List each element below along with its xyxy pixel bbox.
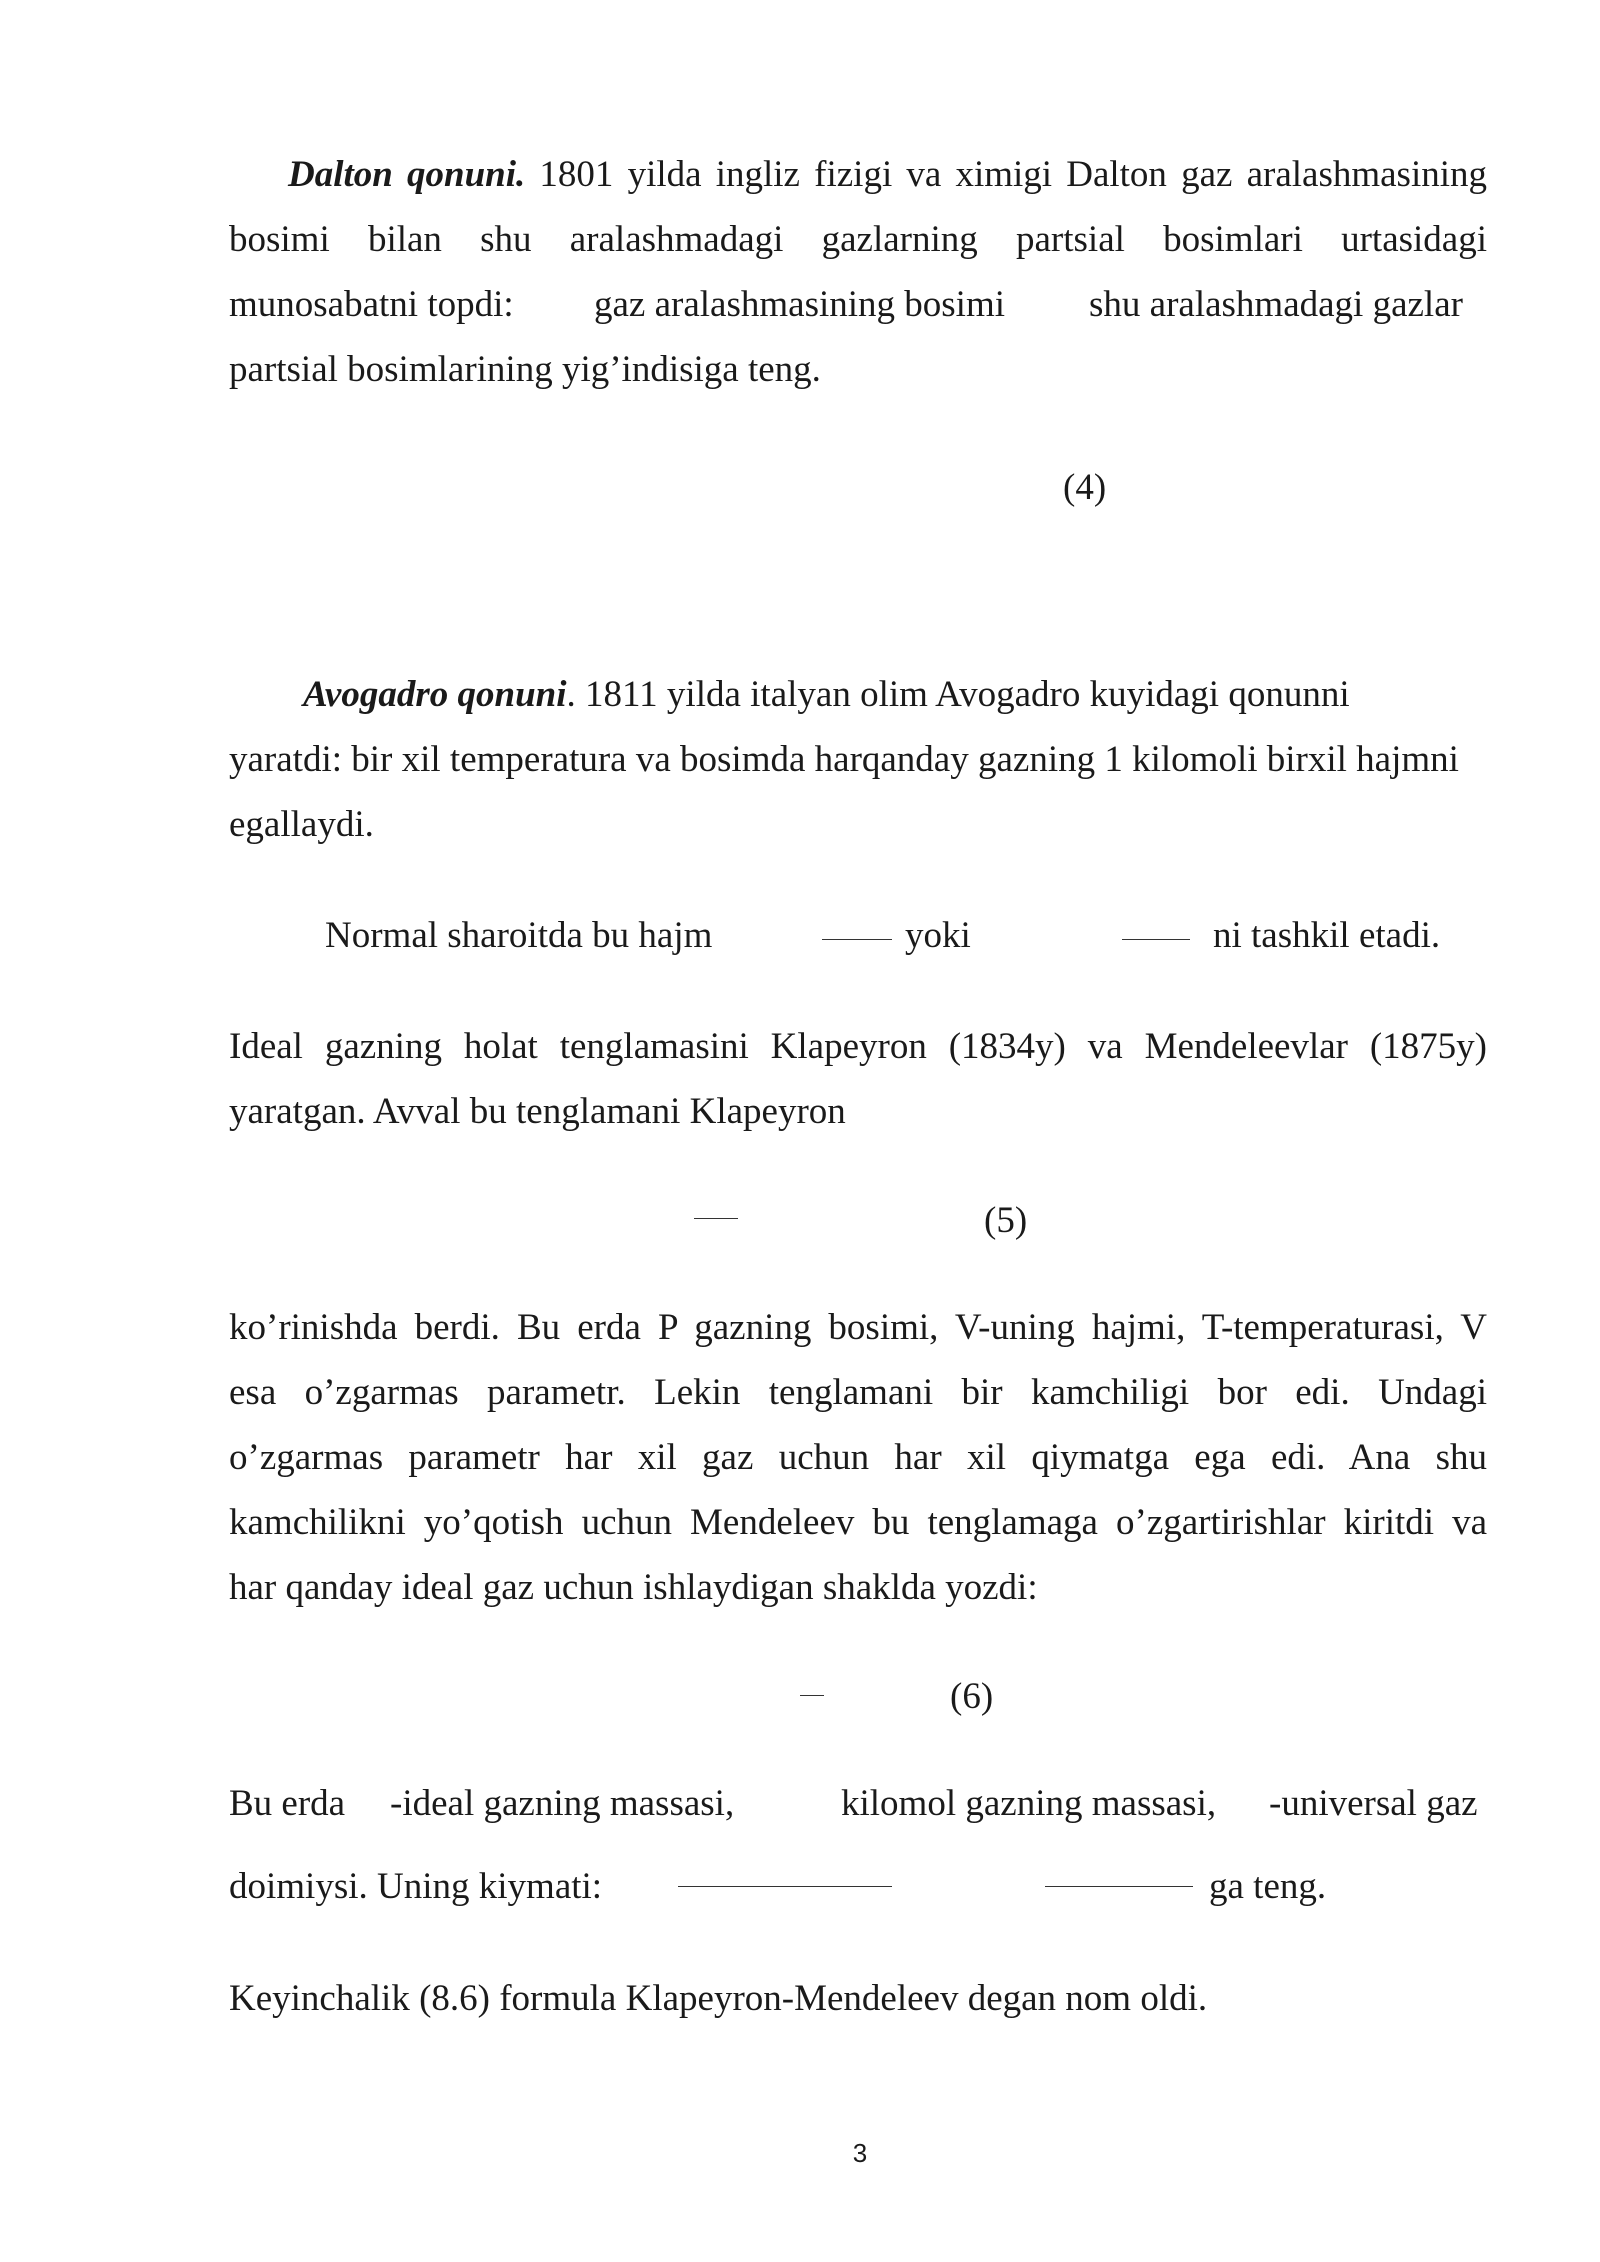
dalton-line-1-text: 1801 yilda ingliz fizigi va ximigi Dalton gaz aralashmasining bbox=[525, 154, 1488, 195]
korinish-line-5: har qanday ideal gaz uchun ishlaydigan shaklda yozdi: bbox=[229, 1567, 1038, 1608]
dalton-line-3b: gaz aralashmasining bosimi bbox=[594, 284, 1006, 325]
korinish-line-1: ko’rinishda berdi. Bu erda P gazning bosimi, V-uning hajmi, T-temperaturasi, V bbox=[229, 1307, 1487, 1348]
normal-conditions-text-a: Normal sharoitda bu hajm bbox=[325, 915, 713, 956]
dalton-line-4: partsial bosimlarining yig’indisiga teng. bbox=[229, 349, 821, 390]
korinish-line-4: kamchilikni yo’qotish uchun Mendeleev bu tenglamaga o’zgartirishlar kiritdi va bbox=[229, 1502, 1487, 1543]
bu-erda-part-1: Bu erda bbox=[229, 1783, 346, 1824]
fraction-bar bbox=[822, 939, 892, 940]
dalton-line-3c: shu aralashmadagi gazlar bbox=[1089, 284, 1463, 325]
equation-number-5: (5) bbox=[984, 1200, 1028, 1241]
bu-erda-part-3: kilomol gazning massasi, bbox=[841, 1783, 1217, 1824]
dalton-line-1 bbox=[288, 153, 1487, 197]
bu-erda-part-4: -universal gaz bbox=[1269, 1783, 1478, 1824]
fraction-bar bbox=[1045, 1886, 1193, 1887]
korinish-line-2: esa o’zgarmas parametr. Lekin tenglamani bir kamchiligi bor edi. Undagi bbox=[229, 1372, 1487, 1413]
fraction-bar bbox=[800, 1695, 824, 1696]
bu-erda-line-2b: ga teng. bbox=[1209, 1866, 1327, 1907]
bu-erda-part-2: -ideal gazning massasi, bbox=[390, 1783, 735, 1824]
bu-erda-line-2a: doimiysi. Uning kiymati: bbox=[229, 1866, 603, 1907]
korinish-line-3: o’zgarmas parametr har xil gaz uchun har xil qiymatga ega edi. Ana shu bbox=[229, 1437, 1487, 1478]
keyinchalik-line: Keyinchalik (8.6) formula Klapeyron-Mendeleev degan nom oldi. bbox=[229, 1978, 1208, 2019]
ideal-line-2: yaratgan. Avval bu tenglamani Klapeyron bbox=[229, 1091, 846, 1132]
avogadro-line-1 bbox=[303, 673, 1350, 717]
ideal-line-1: Ideal gazning holat tenglamasini Klapeyron (1834y) va Mendeleevlar (1875y) bbox=[229, 1026, 1487, 1067]
equation-number-6: (6) bbox=[950, 1676, 994, 1717]
dalton-title: Dalton qonuni. bbox=[288, 154, 526, 195]
equation-number-4: (4) bbox=[1063, 467, 1107, 508]
avogadro-line-2: yaratdi: bir xil temperatura va bosimda harqanday gazning 1 kilomoli birxil hajmni bbox=[229, 739, 1459, 780]
dalton-line-3a: munosabatni topdi: bbox=[229, 284, 514, 325]
normal-conditions-text-b: yoki bbox=[905, 915, 971, 956]
dalton-line-2: bosimi bilan shu aralashmadagi gazlarning partsial bosimlari urtasidagi bbox=[229, 219, 1487, 260]
fraction-bar bbox=[678, 1886, 892, 1887]
fraction-bar bbox=[1122, 939, 1190, 940]
normal-conditions-text-c: ni tashkil etadi. bbox=[1213, 915, 1441, 956]
fraction-bar bbox=[694, 1218, 738, 1219]
avogadro-line-1-text: . 1811 yilda italyan olim Avogadro kuyidagi qonunni bbox=[566, 674, 1350, 715]
page-number: 3 bbox=[852, 2138, 868, 2168]
avogadro-line-3: egallaydi. bbox=[229, 804, 374, 845]
avogadro-title: Avogadro qonuni bbox=[303, 674, 567, 715]
